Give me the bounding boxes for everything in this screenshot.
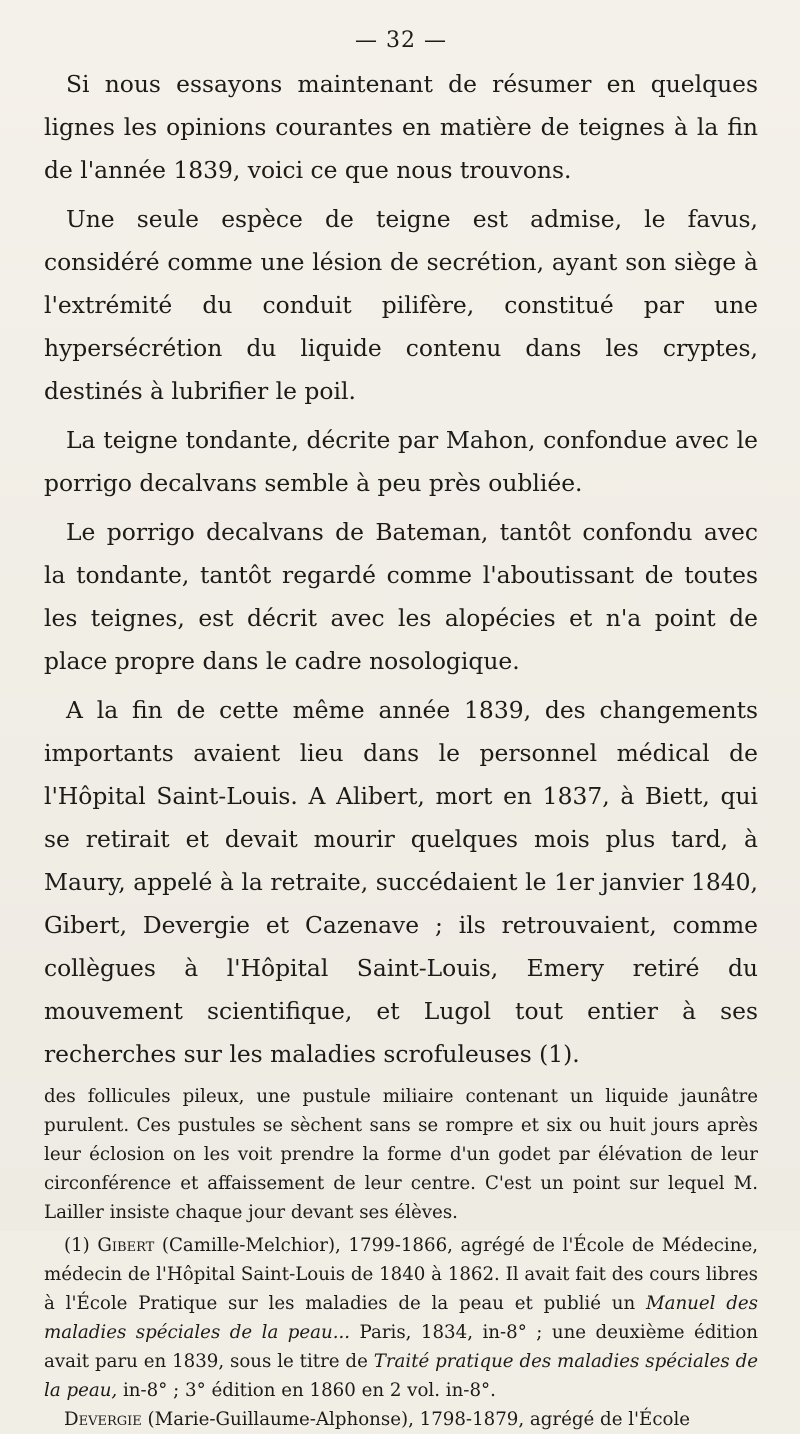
footnote-text: (Camille-Melchior), 1799-1866, agrégé de l'École de Médecine, médecin de l'Hôpital Saint-Louis de 1840 à 1862. Il avait fait des cours libres à l'École Pratique sur les maladies de la peau et publié un xyxy=(44,1235,759,1314)
footnote-devergie xyxy=(44,1405,758,1434)
footnote-name-devergie: Devergie xyxy=(64,1409,142,1430)
footnotes xyxy=(44,1082,758,1434)
book-title: Manuel des maladies spéciales de la peau... xyxy=(44,1293,758,1343)
footnote-name-gibert: Gibert xyxy=(97,1235,155,1256)
paragraph-4: Le porrigo decalvans de Bateman, tantôt confondu avec la tondante, tantôt regardé comme l'aboutissant de toutes les teignes, est décrit avec les alopécies et n'a point de place propre dans le cadre nosologique. xyxy=(44,518,758,675)
footnote-marker: (1) xyxy=(64,1235,90,1256)
footnote-text: Paris, 1834, in-8° ; une deuxième édition avait paru en 1839, sous le titre de xyxy=(44,1322,758,1372)
body-text xyxy=(44,63,758,1076)
footnote-text: (Marie-Guillaume-Alphonse), 1798-1879, agrégé de l'École xyxy=(141,1409,691,1430)
footnote-gibert xyxy=(44,1231,758,1405)
footnote-continuation: des follicules pileux, une pustule miliaire contenant un liquide jaunâtre purulent. Ces pustules se sèchent sans se rompre et six ou huit jours après leur éclosion on les voit prendre la forme d'un godet par élévation de leur circonférence et affaissement de leur centre. C'est un point sur lequel M. Lailler insiste chaque jour devant ses élèves. xyxy=(44,1086,758,1223)
page-number: — 32 — xyxy=(355,28,447,53)
paragraph-1: Si nous essayons maintenant de résumer en quelques lignes les opinions courantes en matière de teignes à la fin de l'année 1839, voici ce que nous trouvons. xyxy=(44,70,758,184)
paragraph-3: La teigne tondante, décrite par Mahon, confondue avec le porrigo decalvans semble à peu près oubliée. xyxy=(44,426,758,497)
footnote-text: in-8° ; 3° édition en 1860 en 2 vol. in-8°. xyxy=(117,1380,496,1401)
paragraph-2: Une seule espèce de teigne est admise, le favus, considéré comme une lésion de secrétion, ayant son siège à l'extrémité du conduit pilifère, constitué par une hypersécrétion du liquide contenu dans les cryptes, destinés à lubrifier le poil. xyxy=(44,205,758,405)
paragraph-5: A la fin de cette même année 1839, des changements importants avaient lieu dans le personnel médical de l'Hôpital Saint-Louis. A Alibert, mort en 1837, à Biett, qui se retirait et devait mourir quelques mois plus tard, à Maury, appelé à la retraite, succédaient le 1er janvier 1840, Gibert, Devergie et Cazenave ; ils retrouvaient, comme collègues à l'Hôpital Saint-Louis, Emery retiré du mouvement scientifique, et Lugol tout entier à ses recherches sur les maladies scrofuleuses (1). xyxy=(44,696,758,1068)
book-title: Traité pratique des maladies spéciales de la peau, xyxy=(44,1351,759,1401)
